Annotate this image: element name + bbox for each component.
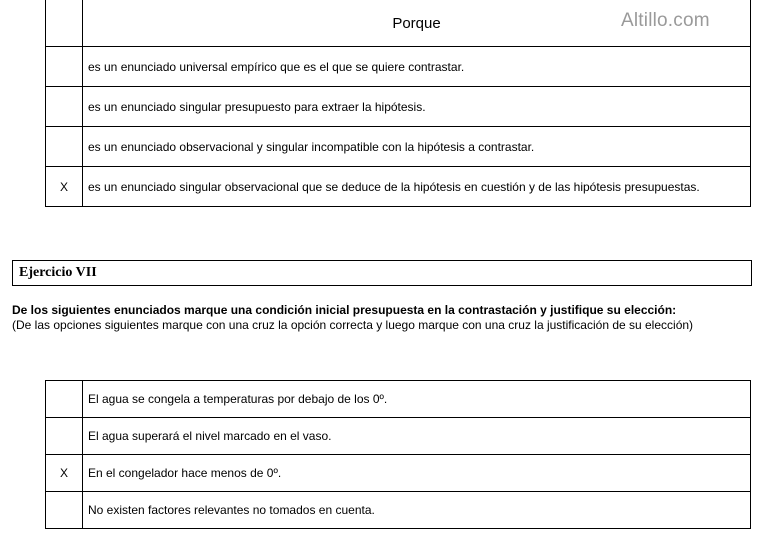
option-text: En el congelador hace menos de 0º. <box>83 455 751 492</box>
porque-table <box>45 0 751 207</box>
option-text: es un enunciado observacional y singular incompatible con la hipótesis a contrastar. <box>83 127 751 167</box>
table-row <box>46 381 751 418</box>
question-text: De los siguientes enunciados marque una condición inicial presupuesta en la contrastación y justifique su elección: <box>12 303 677 317</box>
option-text: No existen factores relevantes no tomados en cuenta. <box>83 492 751 529</box>
table-row <box>46 167 751 207</box>
table-row <box>46 418 751 455</box>
mark-cell[interactable] <box>46 47 83 87</box>
watermark: Altillo.com <box>621 10 710 31</box>
table-row <box>46 127 751 167</box>
mark-cell[interactable] <box>46 418 83 455</box>
mark-cell[interactable] <box>46 492 83 529</box>
exercise-title: Ejercicio VII <box>12 260 752 286</box>
option-text: El agua se congela a temperaturas por debajo de los 0º. <box>83 381 751 418</box>
mark-cell[interactable]: X <box>46 167 83 207</box>
option-text: es un enunciado universal empírico que es el que se quiere contrastar. <box>83 47 751 87</box>
table-row <box>46 47 751 87</box>
mark-cell[interactable]: X <box>46 455 83 492</box>
porque-header: Porque <box>83 0 751 47</box>
header-mark-cell <box>46 0 83 47</box>
mark-cell[interactable] <box>46 87 83 127</box>
table-header-row <box>46 0 751 47</box>
option-text: es un enunciado singular presupuesto para extraer la hipótesis. <box>83 87 751 127</box>
table-row <box>46 87 751 127</box>
table-row <box>46 492 751 529</box>
option-text: es un enunciado singular observacional que se deduce de la hipótesis en cuestión y de las hipótesis presupuestas. <box>83 167 751 207</box>
option-text: El agua superará el nivel marcado en el vaso. <box>83 418 751 455</box>
options-table <box>45 380 751 529</box>
table-row <box>46 455 751 492</box>
mark-cell[interactable] <box>46 381 83 418</box>
mark-cell[interactable] <box>46 127 83 167</box>
instructions-text: (De las opciones siguientes marque con una cruz la opción correcta y luego marque con una cruz la justificación de su elección) <box>12 318 694 332</box>
